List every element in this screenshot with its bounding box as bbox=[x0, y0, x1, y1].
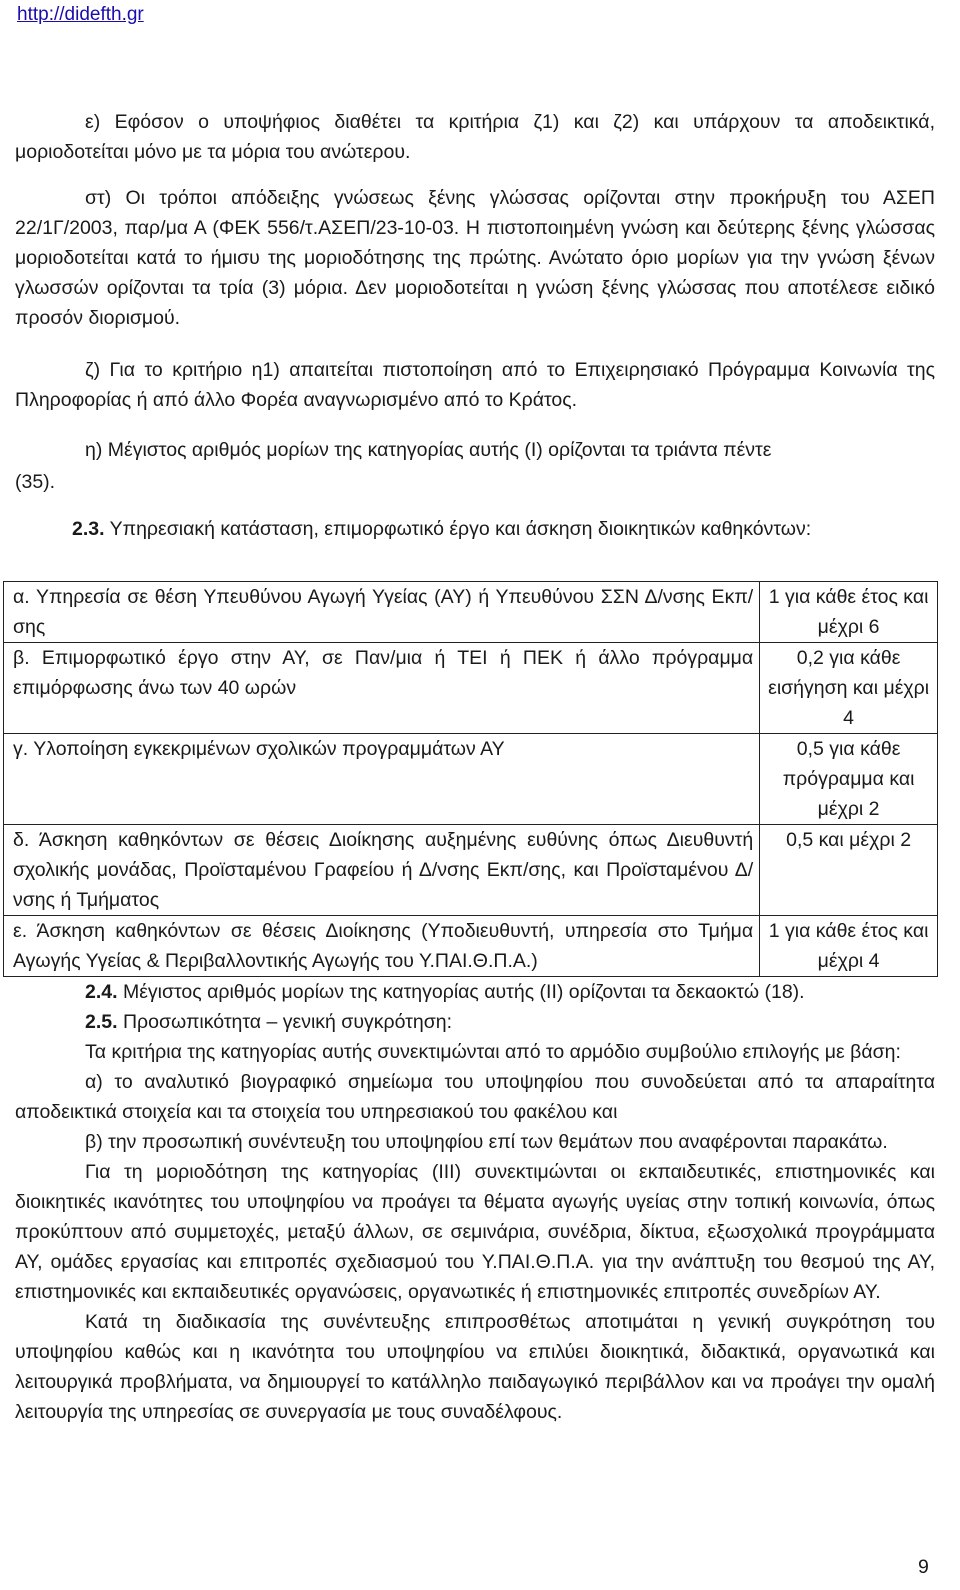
section-2-4 bbox=[15, 977, 935, 1007]
section-2-5-title: Προσωπικότητα – γενική συγκρότηση: bbox=[122, 1011, 452, 1033]
section-2-5-item-b: β) την προσωπική συνέντευξη του υποψηφίου επί των θεμάτων που αναφέρονται παρακάτω. bbox=[85, 1131, 888, 1153]
table-row bbox=[4, 734, 938, 825]
section-2-3-number: 2.3. bbox=[72, 518, 105, 540]
paragraph-e: ε) Εφόσον ο υποψήφιος διαθέτει τα κριτήρια ζ1) και ζ2) και υπάρχουν τα αποδεικτικά, μοριοδοτείται μόνο με τα μόρια του ανώτερου. bbox=[15, 111, 935, 163]
section-2-5-paragraph-1: Για τη μοριοδότηση της κατηγορίας (ΙΙΙ) συνεκτιμώνται οι εκπαιδευτικές, επιστημονικές και διοικητικές ικανότητες του υποψηφίου να προάγει τα θέματα αγωγής υγείας στην τοπική κοινωνία, όπως προκύπτουν από συμμετοχές, μεταξύ άλλων, σε σεμινάρια, συνέδρια, δίκτυα, εξωσχολικά προγράμματα ΑΥ, ομάδες εργασίας και επιτροπές σχεδιασμού του Υ.ΠΑΙ.Θ.Π.Α. για την ανάπτυξη του θεσμού της ΑΥ, επιστημονικές και εκπαιδευτικές οργανώσεις, οργανωτικές ή επιστημονικές επιτροπές συνεδρίων ΑΥ. bbox=[15, 1161, 935, 1303]
paragraph-h-end: (35). bbox=[15, 471, 56, 493]
paragraph-h bbox=[15, 435, 935, 497]
table-row bbox=[4, 916, 938, 977]
section-2-4-text: Μέγιστος αριθμός μορίων της κατηγορίας αυτής (ΙΙ) ορίζονται τα δεκαοκτώ (18). bbox=[122, 981, 805, 1003]
table-cell-points: 0,2 για κάθε εισήγηση και μέχρι 4 bbox=[760, 643, 938, 734]
section-2-5-number: 2.5. bbox=[85, 1011, 118, 1033]
section-2-5-paragraph-2: Κατά τη διαδικασία της συνέντευξης επιπροσθέτως αποτιμάται η γενική συγκρότηση του υποψηφίου καθώς και η ικανότητα του υποψηφίου να επιλύει διοικητικά, διδακτικά, οργανωτικά και λειτουργικά προβλήματα, να δημιουργεί το κατάλληλο παιδαγωγικό περιβάλλον και να προάγει την ομαλή λειτουργία της υπηρεσίας σε συνεργασία με τους συναδέλφους. bbox=[15, 1311, 935, 1423]
page-number: 9 bbox=[918, 1556, 929, 1578]
table-cell-points: 1 για κάθε έτος και μέχρι 6 bbox=[760, 582, 938, 643]
table-row bbox=[4, 825, 938, 916]
section-2-3-heading bbox=[2, 514, 935, 544]
table-row bbox=[4, 582, 938, 643]
paragraph-z: ζ) Για το κριτήριο η1) απαιτείται πιστοποίηση από το Επιχειρησιακό Πρόγραμμα Κοινωνία της Πληροφορίας ή από άλλο Φορέα αναγνωρισμένο από το Κράτος. bbox=[15, 359, 935, 411]
section-2-5-heading bbox=[15, 1007, 935, 1037]
paragraph-st: στ) Οι τρόποι απόδειξης γνώσεως ξένης γλώσσας ορίζονται στην προκήρυξη του ΑΣΕΠ 22/1Γ/2003, παρ/μα Α (ΦΕΚ 556/τ.ΑΣΕΠ/23-10-03. Η πιστοποιημένη γνώση και δεύτερης ξένης γλώσσας μοριοδοτείται κατά το ήμισυ της μοριοδότησης της πρώτης. Ανώτατο όριο μορίων για την γνώση ξένων γλωσσών ορίζονται τα τρία (3) μόρια. Δεν μοριοδοτείται η γνώση ξένης γλώσσας που αποτέλεσε ειδικό προσόν διορισμού. bbox=[15, 187, 935, 329]
section-2-5-item-a: α) το αναλυτικό βιογραφικό σημείωμα του υποψηφίου που συνοδεύεται από τα απαραίτητα αποδεικτικά στοιχεία και τα στοιχεία του υπηρεσιακού του φακέλου και bbox=[15, 1071, 935, 1123]
table-row bbox=[4, 643, 938, 734]
table-cell-points: 0,5 και μέχρι 2 bbox=[760, 825, 938, 916]
table-cell-description: β. Επιμορφωτικό έργο στην ΑΥ, σε Παν/μια ή ΤΕΙ ή ΠΕΚ ή άλλο πρόγραμμα επιμόρφωσης άνω των 40 ωρών bbox=[4, 643, 760, 734]
table-cell-description: ε. Άσκηση καθηκόντων σε θέσεις Διοίκησης (Υποδιευθυντή, υπηρεσία στο Τμήμα Αγωγής Υγείας & Περιβαλλοντικής Αγωγής του Υ.ΠΑΙ.Θ.Π.Α.) bbox=[4, 916, 760, 977]
points-table bbox=[3, 581, 938, 977]
table-cell-description: γ. Υλοποίηση εγκεκριμένων σχολικών προγραμμάτων ΑΥ bbox=[4, 734, 760, 825]
paragraph-h-text: η) Μέγιστος αριθμός μορίων της κατηγορίας αυτής (Ι) ορίζονται τα τριάντα πέντε bbox=[85, 439, 772, 461]
table-cell-description: δ. Άσκηση καθηκόντων σε θέσεις Διοίκησης αυξημένης ευθύνης όπως Διευθυντή σχολικής μονάδας, Προϊσταμένου Γραφείου ή Δ/νσης Εκπ/σης, και Προϊσταμένου Δ/νσης ή Τμήματος bbox=[4, 825, 760, 916]
table-cell-points: 0,5 για κάθε πρόγραμμα και μέχρι 2 bbox=[760, 734, 938, 825]
document-lower-section bbox=[15, 977, 935, 1427]
section-2-5-intro: Τα κριτήρια της κατηγορίας αυτής συνεκτιμώνται από το αρμόδιο συμβούλιο επιλογής με βάση: bbox=[85, 1041, 901, 1063]
site-link[interactable]: http://didefth.gr bbox=[17, 4, 144, 25]
table-cell-description: α. Υπηρεσία σε θέση Υπευθύνου Αγωγή Υγείας (ΑΥ) ή Υπευθύνου ΣΣΝ Δ/νσης Εκπ/σης bbox=[4, 582, 760, 643]
table-cell-points: 1 για κάθε έτος και μέχρι 4 bbox=[760, 916, 938, 977]
section-2-3-title: Υπηρεσιακή κατάσταση, επιμορφωτικό έργο και άσκηση διοικητικών καθηκόντων: bbox=[109, 518, 812, 540]
section-2-4-number: 2.4. bbox=[85, 981, 118, 1003]
